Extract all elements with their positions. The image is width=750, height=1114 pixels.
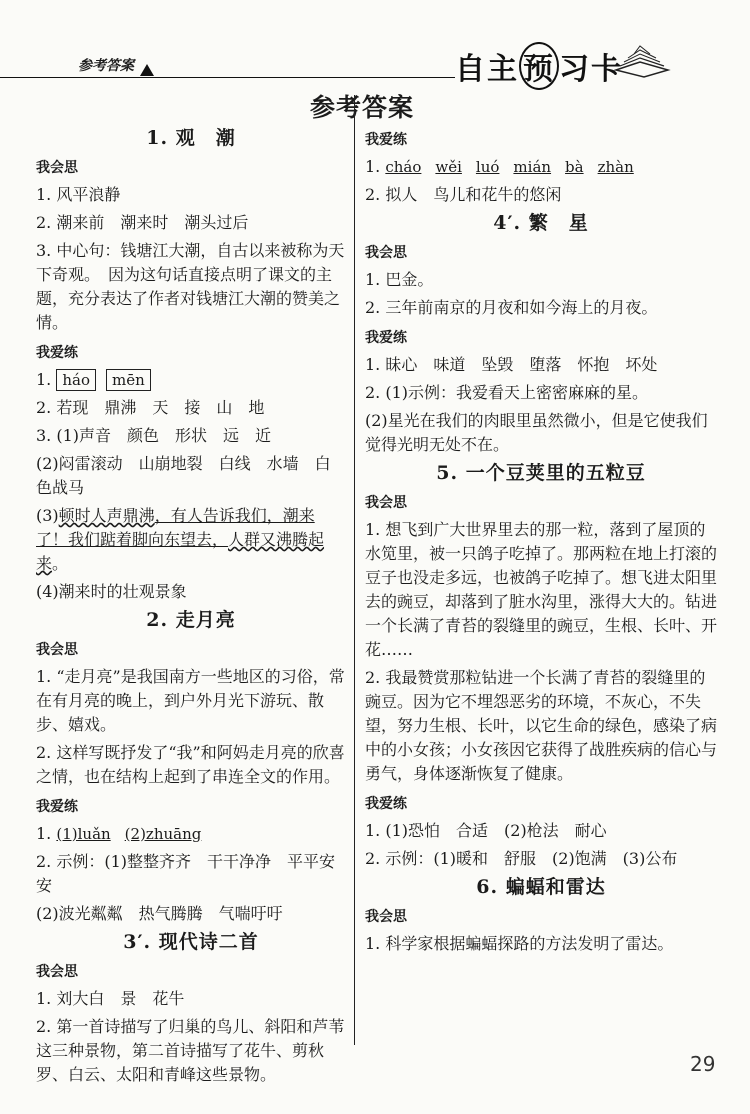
answer-line: 2. 拟人 鸟儿和花牛的悠闲 xyxy=(365,185,562,204)
pinyin-answer-line xyxy=(365,155,717,179)
section-title: 1. 观 潮 xyxy=(146,127,236,149)
pinyin-box: háo xyxy=(56,369,96,391)
header-triangle xyxy=(140,64,154,76)
item-number: 1. xyxy=(365,157,386,176)
subsection-heading: 我会思 xyxy=(365,495,407,511)
pinyin-answer-line xyxy=(36,822,346,846)
wavy-underlined-text: 人群又沸腾起来 xyxy=(36,530,325,573)
subsection-heading: 我爱练 xyxy=(36,345,78,361)
subsection-heading: 我爱练 xyxy=(365,330,407,346)
answer-line: 1. (1)恐怕 合适 (2)枪法 耐心 xyxy=(365,821,607,840)
answer-line: 1. 风平浪静 xyxy=(36,185,121,204)
answer-line: 2. 三年前南京的月夜和如今海上的月夜。 xyxy=(365,298,658,317)
pinyin-underlined: wěi xyxy=(435,158,462,176)
section-title: 2. 走月亮 xyxy=(146,609,236,631)
pinyin-underlined: luó xyxy=(475,158,500,176)
item-number: 1. xyxy=(36,370,57,389)
pinyin-underlined: bà xyxy=(565,158,584,176)
brand-part-2: 预 xyxy=(519,42,559,90)
answer-line: (2)闷雷滚动 山崩地裂 白线 水墙 白色战马 xyxy=(36,454,331,497)
column-divider xyxy=(354,95,355,1045)
answer-line: 2. 示例：(1)整整齐齐 干干净净 平平安安 xyxy=(36,852,336,895)
pinyin-box: mēn xyxy=(106,369,151,391)
subsection-heading: 我会思 xyxy=(36,964,78,980)
page-number: 29 xyxy=(690,1052,716,1076)
pinyin-underlined: (1)luǎn xyxy=(56,825,111,843)
left-column xyxy=(36,122,346,1091)
subsection-heading: 我会思 xyxy=(365,245,407,261)
section-title: 6. 蝙蝠和雷达 xyxy=(476,876,606,898)
answer-line: 2. 我最赞赏那粒钻进一个长满了青苔的裂缝里的豌豆。因为它不埋怨恶劣的环境，不灰心，不失望，努力生根、长叶，以它生命的绿色，感染了病中的小女孩；小女孩因它获得了战胜疾病的信心与勇气，身体逐渐恢复了健康。 xyxy=(365,668,718,783)
answer-line: 1. 刘大白 景 花牛 xyxy=(36,989,185,1008)
answer-line: 1. 想飞到广大世界里去的那一粒，落到了屋顶的水笕里，被一只鸽子吃掉了。那两粒在地上打滚的豆子也没走多远，也被鸽子吃掉了。想飞进太阳里去的豌豆，却落到了脏水沟里，涨得大大的。钻进一个长满了青苔的裂缝里的豌豆，生根、长叶、开花…… xyxy=(365,520,718,659)
text-span: 。 xyxy=(52,554,69,573)
wavy-underlined-text: 顿时人声鼎沸 xyxy=(58,506,155,525)
subsection-heading: 我会思 xyxy=(365,909,407,925)
answer-line: 1. “走月亮”是我国南方一些地区的习俗，常在有月亮的晚上，到户外月光下游玩、散步、嬉戏。 xyxy=(36,667,345,734)
right-column xyxy=(365,122,717,960)
answer-line: 3. (1)声音 颜色 形状 远 近 xyxy=(36,426,272,445)
underlined-text: ，有人告诉我们，潮来了！我们踮着脚向东望去， xyxy=(36,506,315,549)
subsection-heading: 我爱练 xyxy=(36,799,78,815)
subsection-heading: 我会思 xyxy=(36,642,78,658)
pinyin-underlined: zhàn xyxy=(597,158,634,176)
answer-line: 2. 这样写既抒发了“我”和阿妈走月亮的欣喜之情，也在结构上起到了串连全文的作用。 xyxy=(36,743,345,786)
answer-line: 2. (1)示例：我爱看天上密密麻麻的星。 xyxy=(365,383,649,402)
brand-part-1: 自主 xyxy=(455,52,519,87)
answer-line: (2)波光粼粼 热气腾腾 气喘吁吁 xyxy=(36,904,283,923)
answer-line: 1. 巴金。 xyxy=(365,270,434,289)
answer-line: 3. 中心句：钱塘江大潮，自古以来被称为天下奇观。 因为这句话直接点明了课文的主题，充分表达了作者对钱塘江大潮的赞美之情。 xyxy=(36,241,345,332)
text-span: (3) xyxy=(36,506,59,525)
section-title: 3′. 现代诗二首 xyxy=(123,931,259,953)
brand-part-3: 习卡 xyxy=(559,52,623,87)
header-rule xyxy=(0,77,455,78)
subsection-heading: 我爱练 xyxy=(365,132,407,148)
header-label: 参考答案 xyxy=(78,58,134,74)
answer-line: 1. 科学家根据蝙蝠探路的方法发明了雷达。 xyxy=(365,934,674,953)
section-title: 4′. 繁 星 xyxy=(493,212,589,234)
answer-line: 2. 示例：(1)暖和 舒服 (2)饱满 (3)公布 xyxy=(365,849,678,868)
answer-line: 2. 第一首诗描写了归巢的鸟儿、斜阳和芦苇这三种景物，第二首诗描写了花牛、剪秋罗、白云、太阳和青峰这些景物。 xyxy=(36,1017,345,1084)
answer-line-marked xyxy=(36,504,346,576)
open-book-icon xyxy=(612,40,672,78)
answer-line: 2. 若现 鼎沸 天 接 山 地 xyxy=(36,398,265,417)
subsection-heading: 我会思 xyxy=(36,160,78,176)
answer-line: 1. 昧心 味道 坠毁 堕落 怀抱 坏处 xyxy=(365,355,658,374)
page-title: 参考答案 xyxy=(310,93,415,122)
page-header xyxy=(0,0,750,87)
pinyin-answer-line xyxy=(36,368,346,392)
section-title: 5. 一个豆荚里的五粒豆 xyxy=(436,462,646,484)
pinyin-underlined: mián xyxy=(513,158,552,176)
answer-line: 2. 潮来前 潮来时 潮头过后 xyxy=(36,213,249,232)
brand-logo xyxy=(455,42,623,90)
item-number: 1. xyxy=(36,824,57,843)
pinyin-underlined: (2)zhuāng xyxy=(124,825,202,843)
pinyin-underlined: cháo xyxy=(385,158,422,176)
answer-line: (4)潮来时的壮观景象 xyxy=(36,582,187,601)
subsection-heading: 我爱练 xyxy=(365,796,407,812)
answer-line: (2)星光在我们的肉眼里虽然微小，但是它使我们觉得光明无处不在。 xyxy=(365,411,708,454)
